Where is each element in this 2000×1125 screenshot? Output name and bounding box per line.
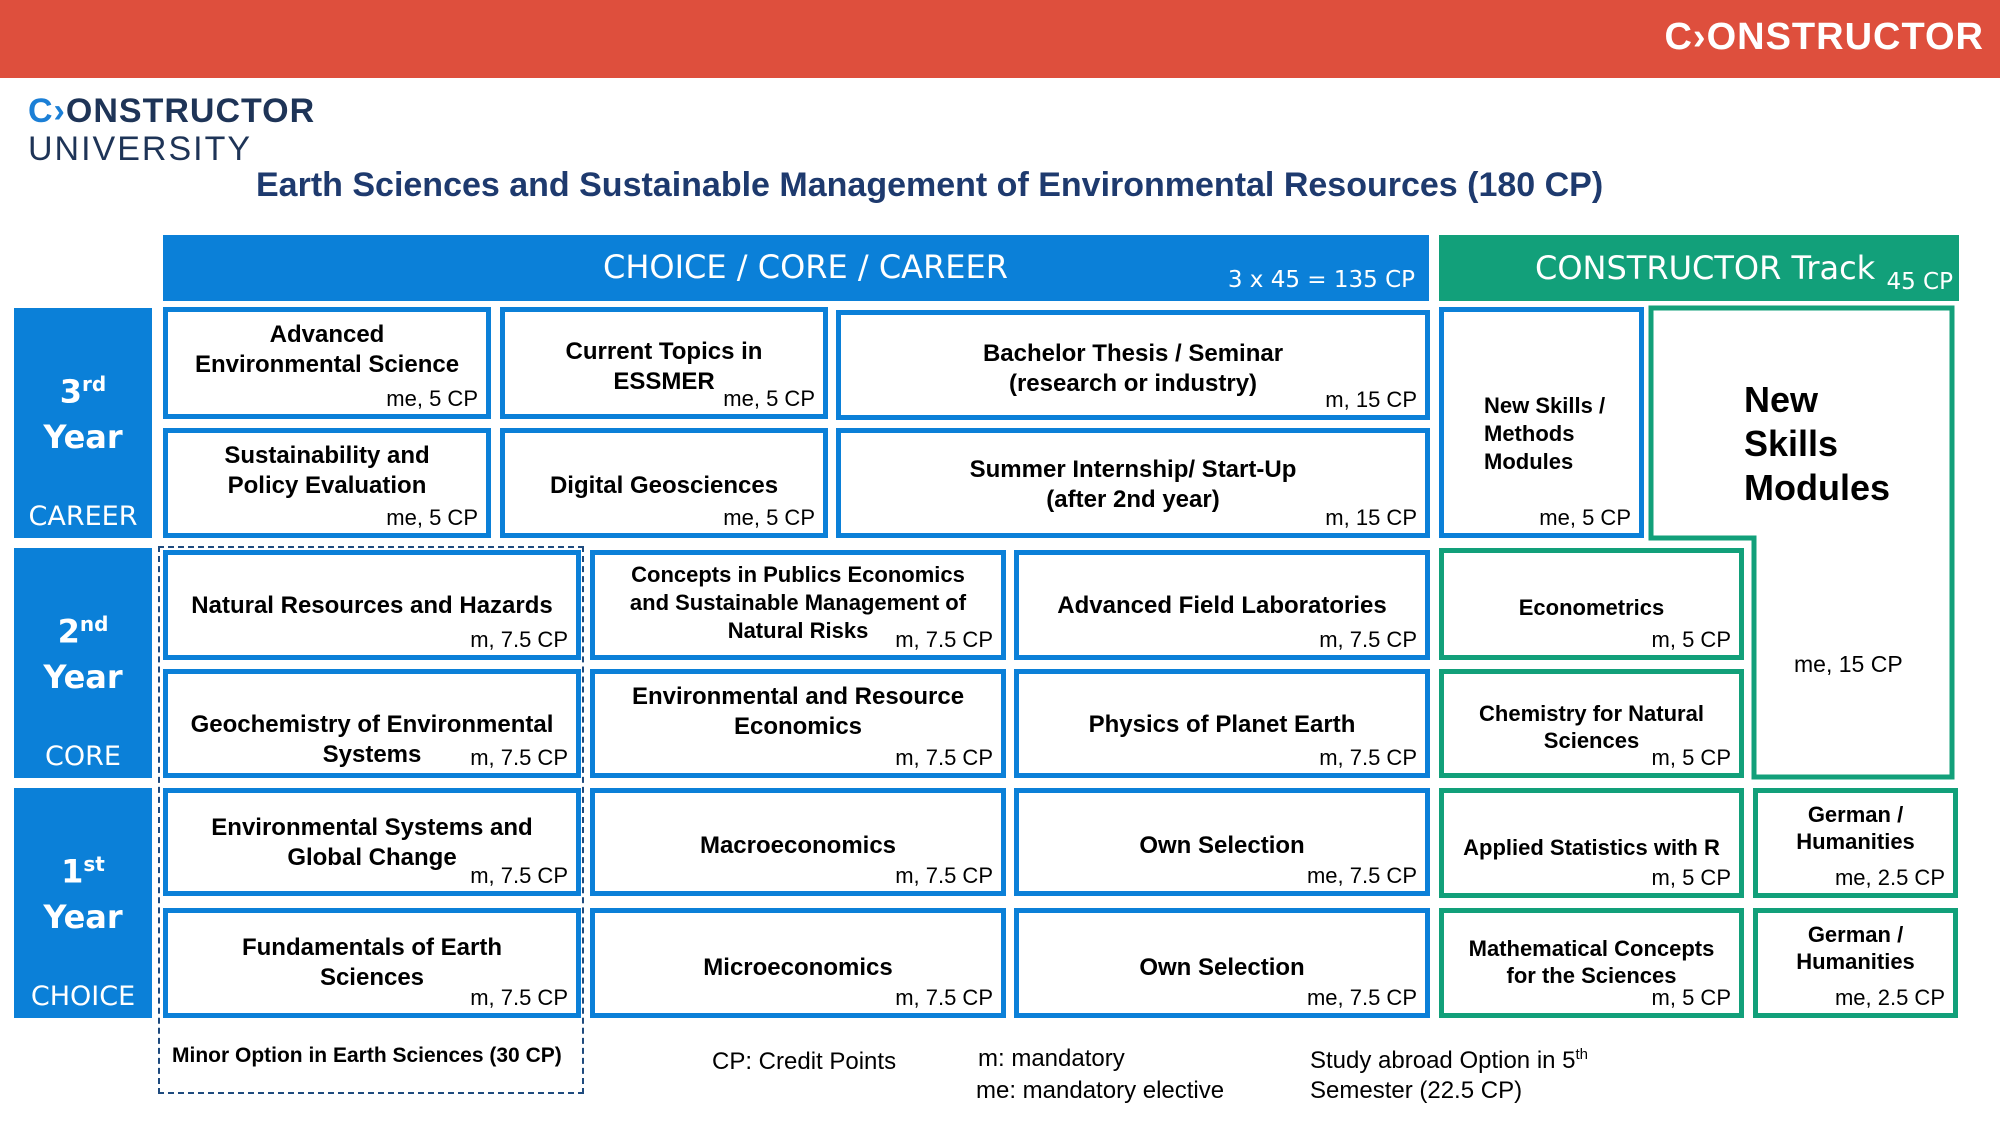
year-word: Year [43,658,123,696]
track-german-humanities-2 [1753,908,1958,1018]
core-header [163,235,1429,301]
track-header [1439,235,1959,301]
module-name: Chemistry for Natural Sciences [1479,701,1704,753]
year-1-label [14,788,152,1018]
module-name: Own Selection [1139,954,1305,981]
year-number: 3 [59,372,83,411]
module-name: Own Selection [1139,832,1305,859]
module-credits: m, 7.5 CP [470,985,568,1010]
module-name: Microeconomics [703,954,893,981]
year-suffix: nd [79,612,109,636]
module-credits: m, 7.5 CP [470,627,568,652]
module-physics-planet-earth [1014,669,1430,778]
core-header-cp: 3 x 45 = 135 CP [1227,267,1415,293]
year-suffix: st [83,852,105,876]
module-name: German / Humanities [1796,802,1915,854]
year-word: Year [43,418,123,456]
module-name: Advanced Environmental Science [194,321,460,378]
new-skills-line: Modules [1744,467,1891,508]
module-name: Sustainability and Policy Evaluation [224,442,430,499]
module-digital-geosciences [500,428,828,538]
logo-mark: C› [28,92,66,130]
module-name: New Skills / Methods Modules [1484,393,1606,474]
module-name: Advanced Field Laboratories [1057,592,1387,619]
module-advanced-environmental-science [163,307,491,419]
module-current-topics [500,307,828,419]
new-skills-credits: me, 15 CP [1794,651,1903,677]
module-name: Environmental and Resource Economics [631,683,965,740]
track-new-skills-methods [1439,307,1644,538]
university-logo-subtitle: UNIVERSITY [28,130,253,168]
module-name: Summer Internship/ Start-Up (after 2nd year) [969,456,1297,513]
module-name: Environmental Systems and Global Change [211,814,533,871]
track-econometrics [1439,548,1744,660]
top-banner [0,0,2000,78]
year-stage: CAREER [28,501,138,532]
module-natural-resources-hazards [163,550,581,660]
year-3-label [14,308,152,538]
year-suffix: rd [82,372,107,396]
module-geochemistry [163,669,581,778]
module-credits: me, 5 CP [723,505,815,530]
module-credits: m, 7.5 CP [1319,627,1417,652]
module-credits: m, 7.5 CP [895,745,993,770]
module-name: Geochemistry of Environmental Systems [190,711,554,768]
module-name: German / Humanities [1796,922,1915,974]
module-name: Current Topics in ESSMER [565,338,763,395]
year-stage: CHOICE [30,981,136,1012]
module-credits: me, 5 CP [386,505,478,530]
legend-cp: CP: Credit Points [712,1048,897,1075]
new-skills-title [1744,378,1890,510]
track-applied-statistics [1439,788,1744,898]
module-credits: m, 15 CP [1325,505,1417,530]
track-header-cp: 45 CP [1886,269,1953,295]
logo-wordmark: ONSTRUCTOR [65,92,316,130]
track-mathematical-concepts [1439,908,1744,1018]
module-name: Concepts in Publics Economics and Sustainable Management of Natural Risks [629,562,967,643]
track-chemistry [1439,669,1744,778]
module-credits: me, 7.5 CP [1306,985,1417,1010]
year-stage: CORE [45,741,121,772]
module-concepts-public-economics [590,550,1006,660]
module-advanced-field-laboratories [1014,550,1430,660]
legend-study-abroad [1310,1046,1588,1075]
page-title: Earth Sciences and Sustainable Management of Environmental Resources (180 CP) [256,166,1604,204]
module-microeconomics [590,908,1006,1018]
module-environmental-systems [163,788,581,896]
legend-study-abroad-semester: Semester (22.5 CP) [1310,1077,1523,1104]
module-name: Mathematical Concepts for the Sciences [1468,936,1715,988]
module-credits: m, 5 CP [1651,985,1731,1010]
module-name: Physics of Planet Earth [1088,711,1356,738]
module-credits: m, 5 CP [1651,627,1731,652]
module-credits: me, 7.5 CP [1306,863,1417,888]
study-abroad-sup: th [1575,1046,1589,1063]
module-credits: me, 5 CP [386,386,478,411]
module-credits: m, 7.5 CP [895,863,993,888]
module-credits: m, 5 CP [1651,745,1731,770]
module-bachelor-thesis [836,310,1430,420]
module-credits: me, 5 CP [1539,505,1631,530]
module-name: Applied Statistics with R [1463,835,1720,860]
module-credits: m, 7.5 CP [895,627,993,652]
core-header-title: CHOICE / CORE / CAREER [603,248,1008,286]
minor-option-label: Minor Option in Earth Sciences (30 CP) [172,1044,562,1067]
module-credits: me, 2.5 CP [1834,985,1945,1010]
module-credits: m, 7.5 CP [470,745,568,770]
module-own-selection-2 [1014,908,1430,1018]
module-name: Macroeconomics [699,832,897,859]
year-number: 2 [57,612,80,651]
module-credits: me, 2.5 CP [1834,865,1945,890]
module-credits: m, 7.5 CP [470,863,568,888]
module-sustainability-policy [163,428,491,538]
legend-mandatory: m: mandatory [978,1045,1125,1072]
study-abroad-text: Study abroad Option in 5 [1310,1047,1576,1074]
module-credits: me, 5 CP [723,386,815,411]
module-name: Natural Resources and Hazards [191,592,553,619]
module-macroeconomics [590,788,1006,896]
module-credits: m, 7.5 CP [895,985,993,1010]
year-2-label [14,548,152,778]
track-german-humanities-1 [1753,788,1958,898]
module-summer-internship [836,428,1430,538]
new-skills-line: New [1744,379,1819,420]
track-header-title: CONSTRUCTOR Track [1535,249,1876,287]
new-skills-line: Skills [1744,423,1839,464]
module-name: Digital Geosciences [549,472,779,499]
module-name: Bachelor Thesis / Seminar (research or industry) [982,340,1284,397]
module-environmental-resource-economics [590,669,1006,778]
module-credits: m, 15 CP [1325,387,1417,412]
module-fundamentals-earth-sciences [163,908,581,1018]
module-credits: m, 7.5 CP [1319,745,1417,770]
module-name: Econometrics [1518,595,1665,620]
module-credits: m, 5 CP [1651,865,1731,890]
constructor-logo: C›ONSTRUCTOR [1664,16,1984,58]
year-word: Year [43,898,123,936]
legend-mandatory-elective: me: mandatory elective [976,1077,1225,1104]
year-number: 1 [61,852,84,891]
module-own-selection-1 [1014,788,1430,896]
module-name: Fundamentals of Earth Sciences [241,934,503,991]
university-logo [28,92,315,131]
